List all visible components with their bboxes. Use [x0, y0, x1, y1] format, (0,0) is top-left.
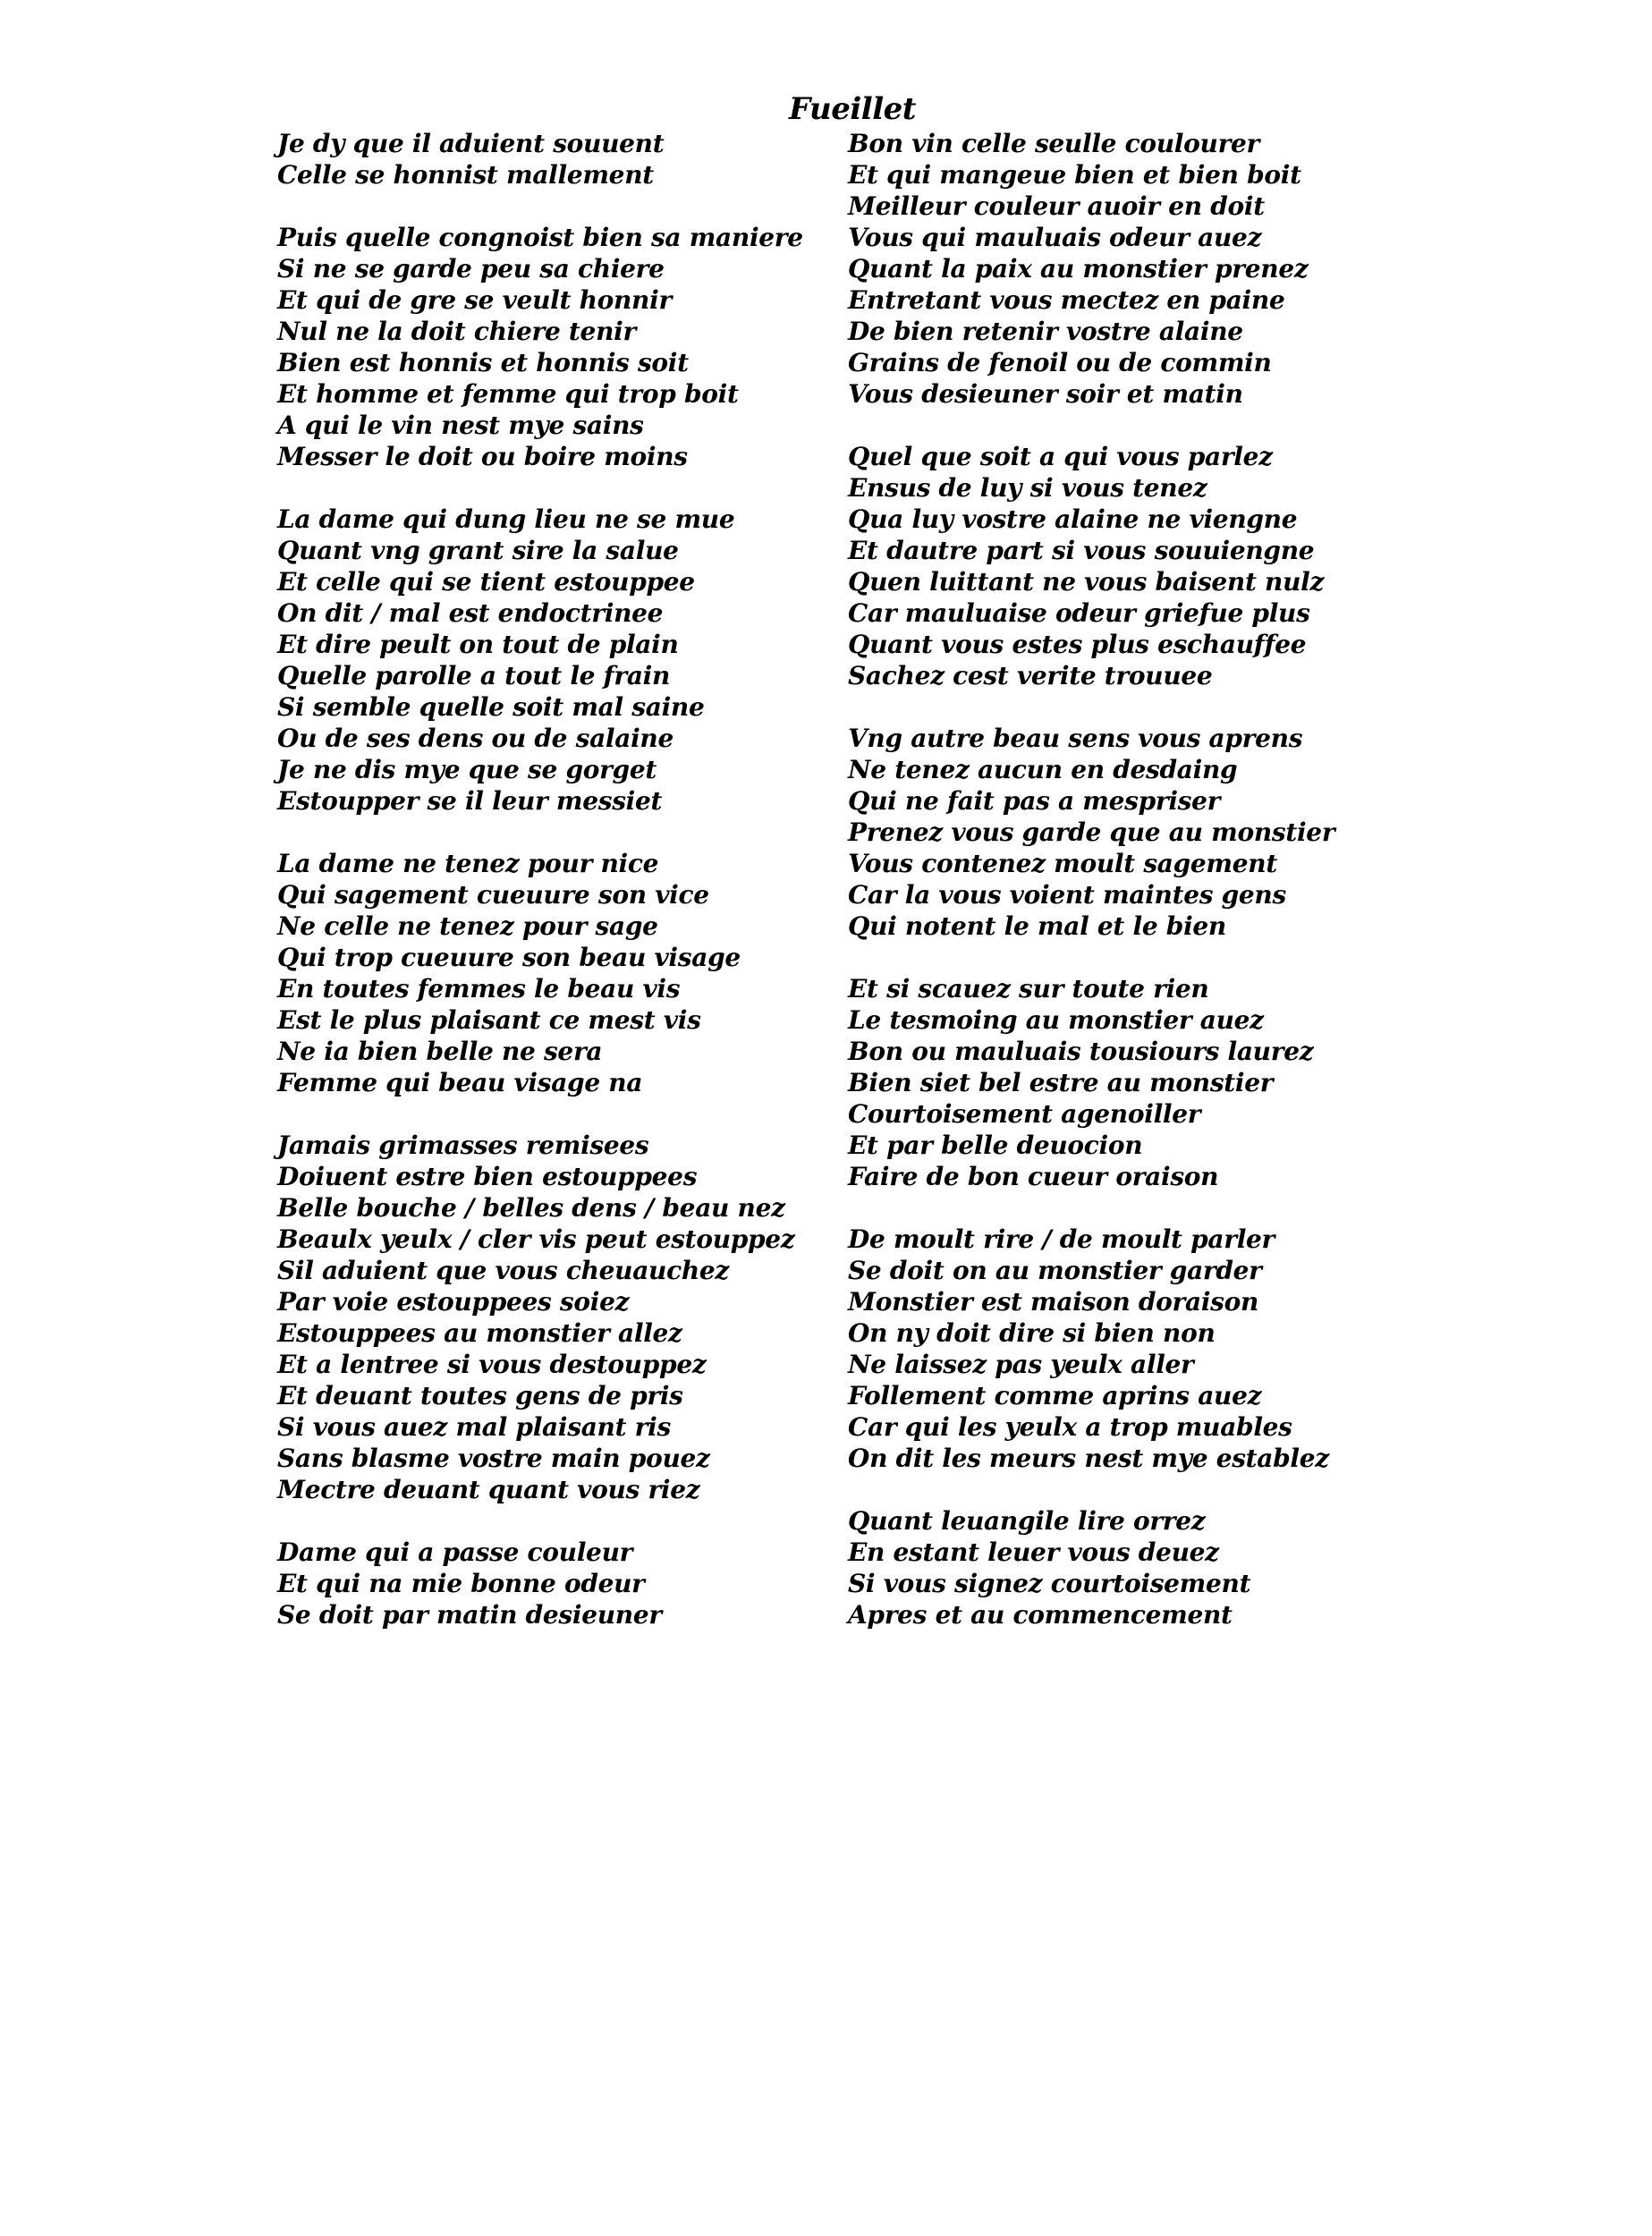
- verse-line: Bien est honnis et honnis soit: [277, 348, 689, 377]
- verse-line: La dame ne tenez pour nice: [277, 849, 659, 878]
- verse-line: Bien siet bel estre au monstier: [848, 1068, 1274, 1097]
- verse-line: Quel que soit a qui vous parlez: [848, 442, 1273, 471]
- verse-line: Et par belle deuocion: [848, 1131, 1143, 1160]
- stanza: [277, 1130, 814, 1505]
- verse-line: Et homme et femme qui trop boit: [277, 379, 739, 409]
- verse-line: Par voie estouppees soiez: [277, 1287, 630, 1317]
- verse-line: Qui notent le mal et le bien: [848, 911, 1226, 941]
- stanza: [277, 504, 814, 817]
- verse-line: Ne ia bien belle ne sera: [277, 1037, 603, 1066]
- verse-line: Si ne se garde peu sa chiere: [277, 254, 665, 284]
- stanza: [848, 973, 1385, 1192]
- verse-line: Messer le doit ou boire moins: [277, 442, 688, 471]
- verse-line: Qui sagement cueuure son vice: [277, 880, 709, 910]
- verse-line: Follement comme aprins auez: [848, 1381, 1262, 1410]
- verse-line: Sil aduient que vous cheuauchez: [277, 1256, 730, 1285]
- verse-line: Qui ne fait pas a mespriser: [848, 786, 1221, 816]
- verse-line: Mectre deuant quant vous riez: [277, 1475, 700, 1504]
- verse-line: Ou de ses dens ou de salaine: [277, 724, 674, 753]
- stanza: [277, 848, 814, 1098]
- stanza: [848, 1224, 1385, 1474]
- right-column: [848, 128, 1385, 1662]
- verse-line: Et qui na mie bonne odeur: [277, 1569, 645, 1598]
- verse-line: Entretant vous mectez en paine: [848, 285, 1285, 315]
- stanza: [848, 128, 1385, 410]
- verse-line: Qua luy vostre alaine ne viengne: [848, 504, 1298, 534]
- verse-line: Se doit par matin desieuner: [277, 1600, 662, 1630]
- verse-line: Et si scauez sur toute rien: [848, 974, 1209, 1004]
- stanza: [848, 441, 1385, 691]
- stanza: [848, 723, 1385, 942]
- verse-line: Qui trop cueuure son beau visage: [277, 943, 741, 972]
- verse-line: Quant vous estes plus eschauffee: [848, 630, 1307, 659]
- verse-line: Et a lentree si vous destouppez: [277, 1350, 707, 1379]
- verse-line: Quant leuangile lire orrez: [848, 1506, 1206, 1536]
- verse-line: Car la vous voient maintes gens: [848, 880, 1286, 910]
- verse-line: Si vous auez mal plaisant ris: [277, 1412, 671, 1442]
- verse-line: Monstier est maison doraison: [848, 1287, 1259, 1317]
- verse-line: Meilleur couleur auoir en doit: [848, 191, 1265, 221]
- verse-line: Apres et au commencement: [848, 1600, 1233, 1630]
- verse-line: La dame qui dung lieu ne se mue: [277, 504, 735, 534]
- verse-line: Et dautre part si vous souuiengne: [848, 536, 1315, 565]
- verse-line: Quelle parolle a tout le frain: [277, 661, 671, 690]
- verse-line: Ne celle ne tenez pour sage: [277, 911, 658, 941]
- verse-line: Jamais grimasses remisees: [277, 1131, 649, 1160]
- stanza: [277, 1537, 814, 1630]
- verse-line: Femme qui beau visage na: [277, 1068, 643, 1097]
- verse-line: De moult rire / de moult parler: [848, 1224, 1275, 1254]
- left-column: [277, 128, 814, 1662]
- verse-line: Si semble quelle soit mal saine: [277, 692, 705, 722]
- verse-line: Beaulx yeulx / cler vis peut estouppez: [277, 1224, 795, 1254]
- verse-line: Belle bouche / belles dens / beau nez: [277, 1193, 785, 1223]
- verse-line: De bien retenir vostre alaine: [848, 317, 1243, 346]
- verse-line: Faire de bon cueur oraison: [848, 1162, 1219, 1191]
- verse-line: On ny doit dire si bien non: [848, 1318, 1216, 1348]
- verse-line: Bon ou mauluais tousiours laurez: [848, 1037, 1314, 1066]
- verse-line: A qui le vin nest mye sains: [277, 411, 644, 440]
- verse-line: Sachez cest verite trouuee: [848, 661, 1213, 690]
- verse-line: Ne tenez aucun en desdaing: [848, 755, 1238, 784]
- verse-line: Sans blasme vostre main pouez: [277, 1444, 710, 1473]
- verse-line: Ensus de luy si vous tenez: [848, 473, 1207, 503]
- verse-line: Vous contenez moult sagement: [848, 849, 1277, 878]
- verse-line: Estouppees au monstier allez: [277, 1318, 682, 1348]
- verse-line: Le tesmoing au monstier auez: [848, 1005, 1264, 1035]
- verse-line: Et qui mangeue bien et bien boit: [848, 160, 1301, 190]
- stanza: [277, 222, 814, 472]
- verse-line: Car qui les yeulx a trop muables: [848, 1412, 1292, 1442]
- verse-line: Car mauluaise odeur griefue plus: [848, 598, 1310, 628]
- verse-line: Estoupper se il leur messiet: [277, 786, 663, 816]
- verse-line: Grains de fenoil ou de commin: [848, 348, 1272, 377]
- verse-line: Et qui de gre se veult honnir: [277, 285, 672, 315]
- verse-line: On dit / mal est endoctrinee: [277, 598, 664, 628]
- verse-line: Quant vng grant sire la salue: [277, 536, 679, 565]
- verse-line: Est le plus plaisant ce mest vis: [277, 1005, 701, 1035]
- verse-line: Se doit on au monstier garder: [848, 1256, 1262, 1285]
- verse-line: En toutes femmes le beau vis: [277, 974, 681, 1004]
- verse-line: Je ne dis mye que se gorget: [277, 755, 657, 784]
- stanza: [277, 128, 814, 191]
- verse-line: Ne laissez pas yeulx aller: [848, 1350, 1194, 1379]
- verse-line: Prenez vous garde que au monstier: [848, 817, 1335, 847]
- verse-line: Doiuent estre bien estouppees: [277, 1162, 698, 1191]
- verse-line: Vous qui mauluais odeur auez: [848, 223, 1262, 252]
- verse-line: Quen luittant ne vous baisent nulz: [848, 567, 1325, 597]
- verse-line: Celle se honnist mallement: [277, 160, 654, 190]
- folio-label: Fueillet: [789, 91, 916, 127]
- verse-line: Courtoisement agenoiller: [848, 1099, 1201, 1129]
- verse-line: Bon vin celle seulle coulourer: [848, 129, 1260, 158]
- verse-line: Et celle qui se tient estouppee: [277, 567, 695, 597]
- verse-line: Puis quelle congnoist bien sa maniere: [277, 223, 803, 252]
- verse-line: En estant leuer vous deuez: [848, 1537, 1219, 1567]
- verse-line: On dit les meurs nest mye establez: [848, 1444, 1329, 1473]
- stanza: [848, 1505, 1385, 1630]
- verse-line: Nul ne la doit chiere tenir: [277, 317, 636, 346]
- verse-line: Dame qui a passe couleur: [277, 1537, 633, 1567]
- verse-line: Quant la paix au monstier prenez: [848, 254, 1309, 284]
- verse-line: Je dy que il aduient souuent: [277, 129, 665, 158]
- verse-line: Vous desieuner soir et matin: [848, 379, 1243, 409]
- verse-line: Vng autre beau sens vous aprens: [848, 724, 1303, 753]
- verse-line: Si vous signez courtoisement: [848, 1569, 1251, 1598]
- verse-line: Et deuant toutes gens de pris: [277, 1381, 683, 1410]
- verse-line: Et dire peult on tout de plain: [277, 630, 679, 659]
